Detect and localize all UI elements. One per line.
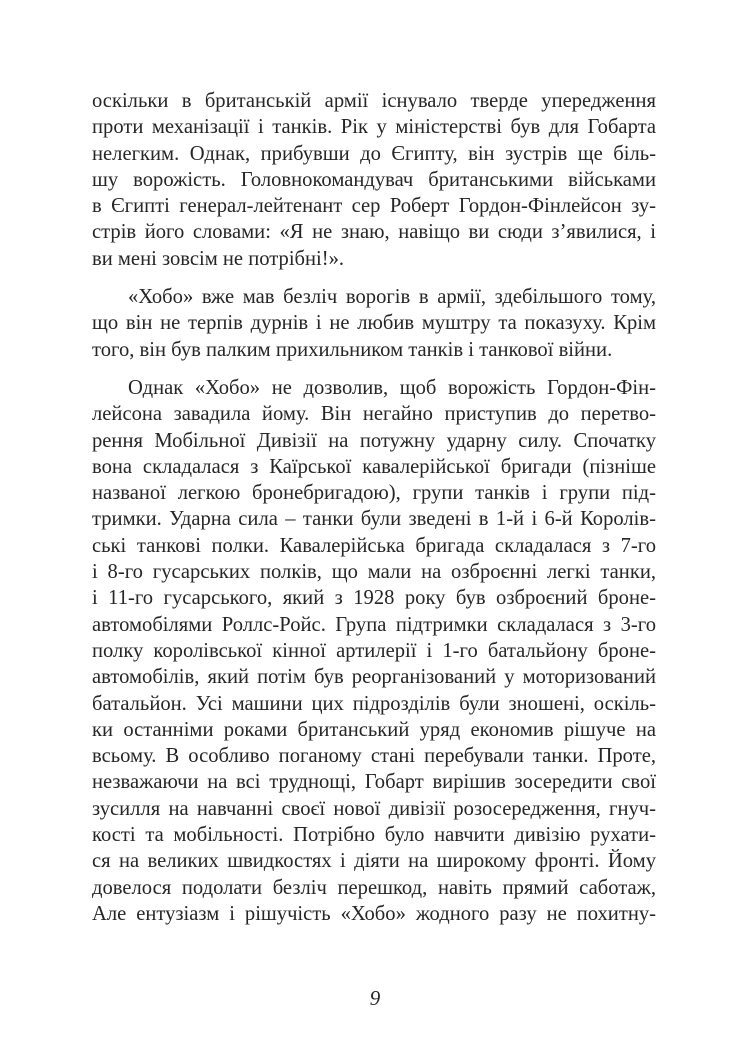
text-line: автомобілів, який потім був реорганізований у моторизований	[92, 666, 656, 689]
text-line: полку королівської кінної артилерії і 1-го батальйону броне-	[92, 639, 656, 662]
text-line: лейсона завадила йому. Він негайно приступив до перетво-	[92, 403, 656, 426]
paragraph-1	[92, 88, 656, 272]
text-line: в Єгипті генерал-лейтенант сер Роберт Гордон-Фінлейсон зу-	[92, 195, 656, 218]
text-line: «Хобо» вже мав безліч ворогів в армії, здебільшого тому,	[128, 286, 656, 309]
paragraph-3	[92, 375, 656, 927]
text-line: довелося подолати безліч перешкод, навіть прямий саботаж,	[92, 876, 656, 899]
text-line: того, він був палким прихильником танків і танкової війни.	[92, 338, 613, 361]
body-text	[92, 88, 656, 927]
text-line: рення Мобільної Дивізії на потужну ударну силу. Спочатку	[92, 429, 656, 452]
text-line: незважаючи на всі труднощі, Гобарт вирішив зосередити свої	[92, 771, 656, 794]
text-line: всьому. В особливо поганому стані перебували танки. Проте,	[92, 745, 656, 768]
paragraph-2	[92, 284, 656, 363]
text-line: ки останніми роками британський уряд економив рішуче на	[92, 718, 656, 741]
page-number: 9	[369, 986, 381, 1010]
text-line: ви мені зовсім не потрібні!».	[92, 247, 345, 270]
text-line: проти механізації і танків. Рік у міністерстві був для Гобарта	[92, 116, 656, 139]
text-line: і 8-го гусарських полків, що мали на озброєнні легкі танки,	[92, 561, 656, 584]
text-line: ся на великих швидкостях і діяти на широкому фронті. Йому	[92, 850, 656, 873]
text-line: стрів його словами: «Я не знаю, навіщо ви сюди з’явилися, і	[92, 221, 656, 244]
text-line: вона складалася з Каїрської кавалерійської бригади (пізніше	[92, 455, 656, 478]
text-line: названої легкою бронебригадою), групи танків і групи під-	[92, 482, 656, 505]
text-line: нелегким. Однак, прибувши до Єгипту, він зустрів ще біль-	[92, 142, 656, 165]
text-line: зусилля на навчанні своєї нової дивізії розосередження, гнуч-	[92, 797, 656, 820]
text-line: автомобілями Роллс-Ройс. Група підтримки складалася з 3-го	[92, 613, 656, 636]
text-line: що він не терпів дурнів і не любив муштру та показуху. Крім	[92, 312, 656, 335]
text-line: ські танкові полки. Кавалерійська бригада складалася з 7-го	[92, 534, 656, 557]
text-line: Але ентузіазм і рішучість «Хобо» жодного разу не похитну-	[92, 902, 656, 925]
text-line: кості та мобільності. Потрібно було навчити дивізію рухати-	[92, 824, 656, 847]
text-line: шу ворожість. Головнокомандувач британськими військами	[92, 168, 656, 191]
text-line: і 11-го гусарського, який з 1928 року був озброєний броне-	[92, 587, 656, 610]
text-line: оскільки в британській армії існувало тверде упередження	[92, 90, 656, 112]
text-line: Однак «Хобо» не дозволив, щоб ворожість Гордон-Фін-	[128, 376, 656, 399]
text-line: тримки. Ударна сила – танки були зведені в 1-й і 6-й Королів-	[92, 508, 656, 531]
text-line: батальйон. Усі машини цих підрозділів були зношені, оскіль-	[92, 692, 656, 715]
